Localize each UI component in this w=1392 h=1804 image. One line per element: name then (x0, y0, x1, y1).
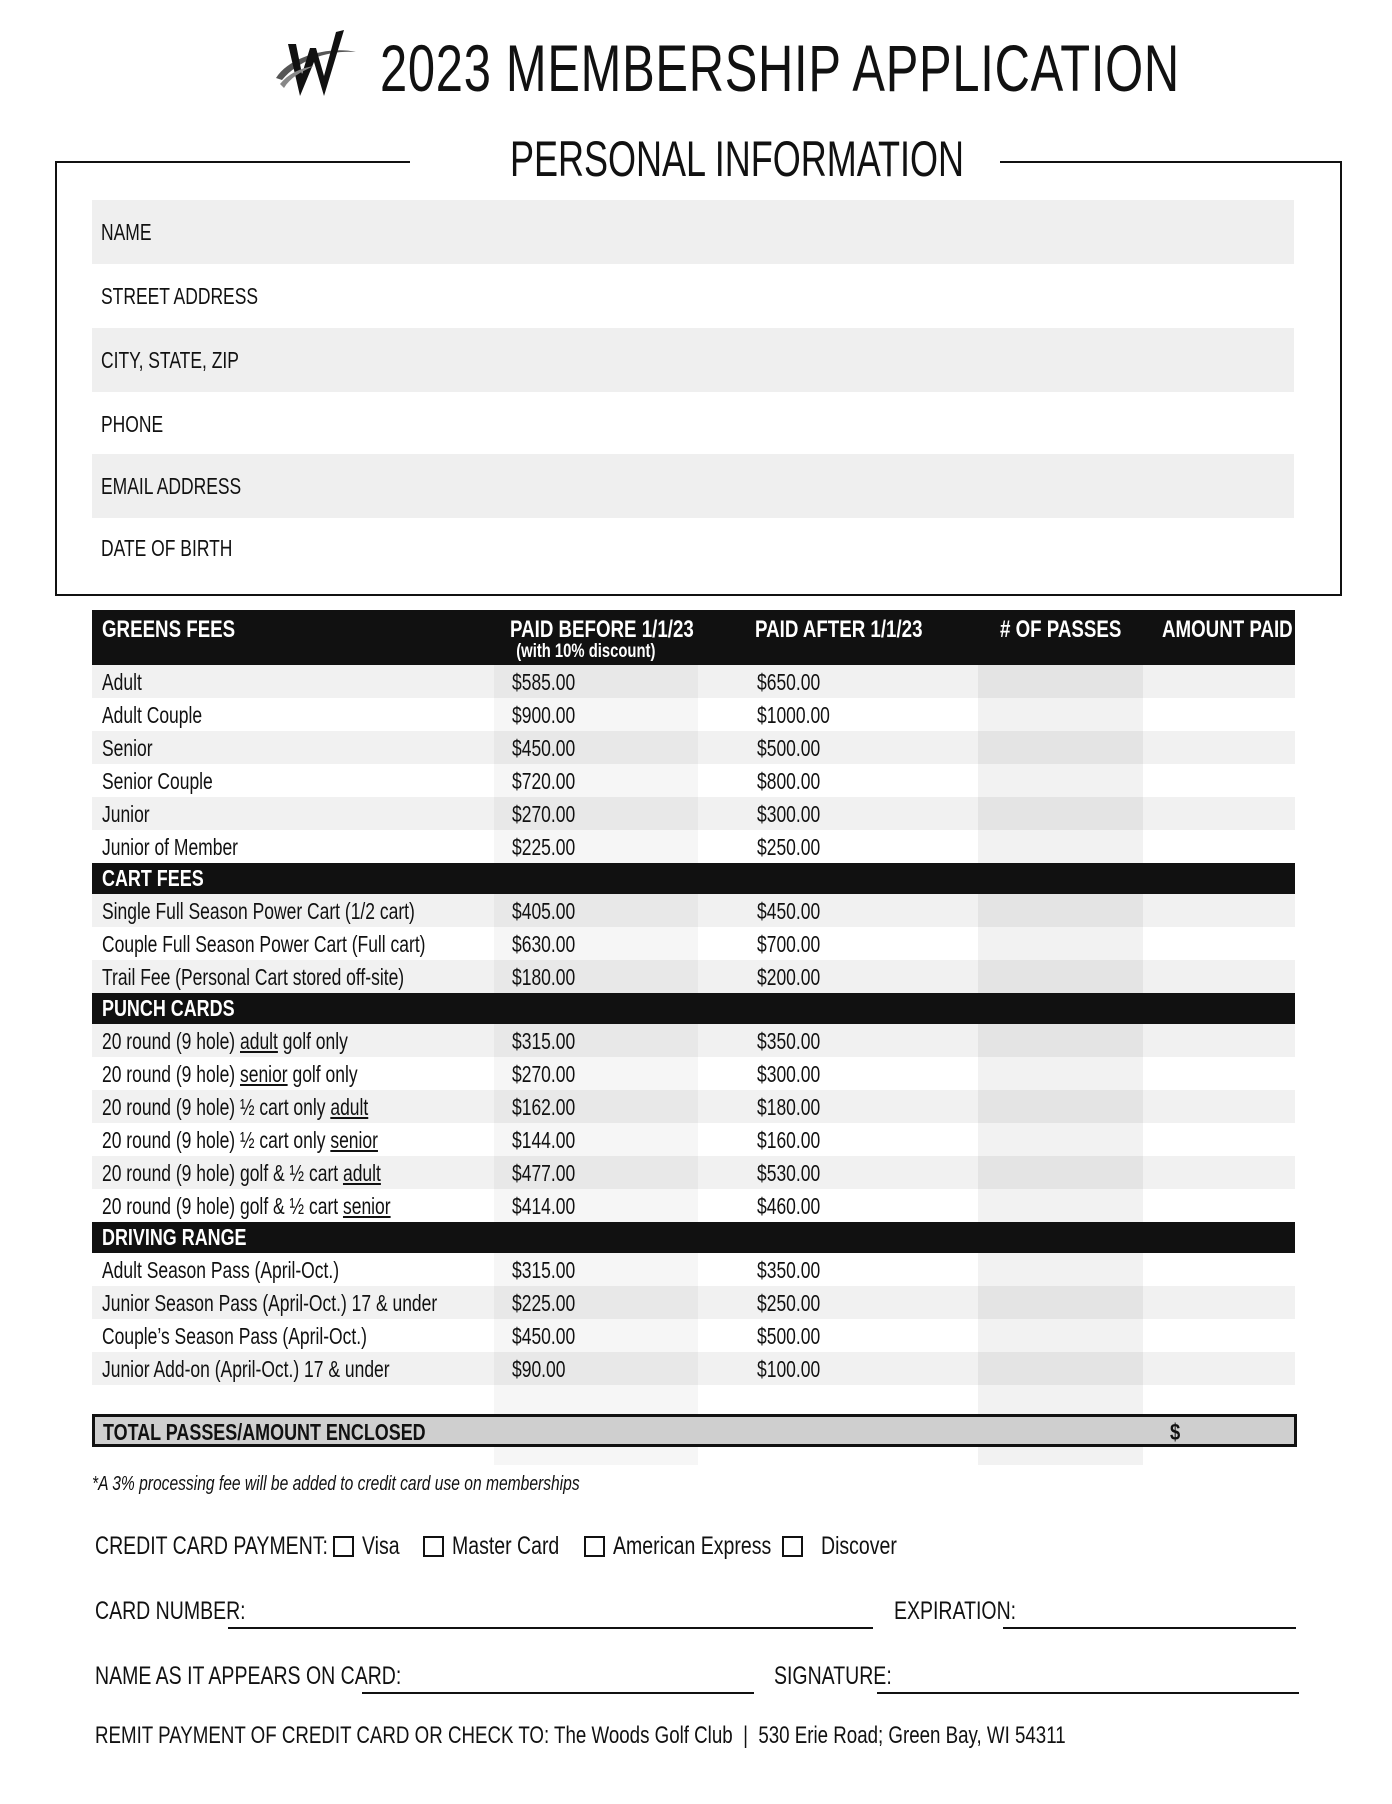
row-label: Senior (102, 735, 153, 761)
price-before: $225.00 (512, 834, 576, 860)
table-row[interactable] (92, 927, 1295, 960)
row-label: 20 round (9 hole) ½ cart only senior (102, 1127, 378, 1153)
total-bar[interactable] (92, 1414, 1297, 1447)
table-row[interactable] (92, 960, 1295, 993)
signature-line[interactable] (877, 1692, 1299, 1694)
master-card-option[interactable] (423, 1532, 590, 1561)
table-header (92, 610, 1295, 665)
paid-before-header (510, 616, 694, 663)
row-label: Trail Fee (Personal Cart stored off-site) (102, 964, 405, 990)
table-row[interactable] (92, 698, 1295, 731)
row-label: 20 round (9 hole) senior golf only (102, 1061, 358, 1087)
price-before: $414.00 (512, 1193, 576, 1219)
row-label: Adult Couple (102, 702, 203, 728)
discount-note: (with 10% discount) (516, 641, 656, 662)
table-row[interactable] (92, 797, 1295, 830)
price-after: $300.00 (757, 1061, 821, 1087)
paid-before-header-text: PAID BEFORE 1/1/23 (510, 616, 694, 643)
row-label: Junior (102, 801, 150, 827)
price-before: $585.00 (512, 669, 576, 695)
total-currency: $ (1170, 1419, 1181, 1445)
master-card-checkbox[interactable] (423, 1536, 444, 1557)
price-after: $100.00 (757, 1356, 821, 1382)
table-row[interactable] (92, 1156, 1295, 1189)
table-row[interactable] (92, 894, 1295, 927)
price-after: $700.00 (757, 931, 821, 957)
discover-checkbox[interactable] (782, 1536, 803, 1557)
woods-logo-icon (270, 26, 360, 102)
table-row[interactable] (92, 665, 1295, 698)
passes-header: # OF PASSES (1000, 616, 1122, 643)
row-label: 20 round (9 hole) golf & ½ cart senior (102, 1193, 391, 1219)
price-before: $405.00 (512, 898, 576, 924)
price-before: $720.00 (512, 768, 576, 794)
table-row[interactable] (92, 764, 1295, 797)
price-before: $144.00 (512, 1127, 576, 1153)
price-before: $270.00 (512, 1061, 576, 1087)
discover-label: Discover (821, 1532, 897, 1560)
price-before: $315.00 (512, 1257, 576, 1283)
price-before: $477.00 (512, 1160, 576, 1186)
row-label: Junior Add-on (April-Oct.) 17 & under (102, 1356, 390, 1382)
expiration-label: EXPIRATION: (894, 1597, 1017, 1625)
street-address-field[interactable] (92, 264, 1294, 328)
table-row[interactable] (92, 1057, 1295, 1090)
phone-label: PHONE (101, 410, 164, 437)
price-before: $630.00 (512, 931, 576, 957)
fees-table (92, 610, 1295, 1415)
table-row[interactable] (92, 1253, 1295, 1286)
row-label: Junior of Member (102, 834, 239, 860)
price-after: $180.00 (757, 1094, 821, 1120)
header (0, 24, 1392, 114)
email-field[interactable] (92, 454, 1294, 518)
price-before: $225.00 (512, 1290, 576, 1316)
punch-cards-title: PUNCH CARDS (102, 995, 235, 1021)
master-card-label: Master Card (452, 1532, 560, 1560)
row-label: Couple’s Season Pass (April-Oct.) (102, 1323, 367, 1349)
name-on-card-line[interactable] (362, 1692, 754, 1694)
credit-card-payment-label: CREDIT CARD PAYMENT: (95, 1532, 328, 1560)
table-row[interactable] (92, 830, 1295, 863)
table-row[interactable] (92, 1090, 1295, 1123)
punch-cards-section (92, 993, 1295, 1024)
driving-range-title: DRIVING RANGE (102, 1224, 247, 1250)
city-state-zip-field[interactable] (92, 328, 1294, 392)
street-address-label: STREET ADDRESS (101, 282, 259, 309)
paid-after-header: PAID AFTER 1/1/23 (755, 616, 923, 643)
row-label: Single Full Season Power Cart (1/2 cart) (102, 898, 415, 924)
table-row[interactable] (92, 731, 1295, 764)
table-row[interactable] (92, 1286, 1295, 1319)
price-before: $180.00 (512, 964, 576, 990)
row-label: Junior Season Pass (April-Oct.) 17 & under (102, 1290, 438, 1316)
discover-option[interactable] (782, 1532, 918, 1561)
table-row[interactable] (92, 1319, 1295, 1352)
price-after: $250.00 (757, 1290, 821, 1316)
price-before: $900.00 (512, 702, 576, 728)
price-after: $350.00 (757, 1257, 821, 1283)
row-label: Couple Full Season Power Cart (Full cart) (102, 931, 426, 957)
expiration-line[interactable] (1003, 1627, 1296, 1629)
city-state-zip-label: CITY, STATE, ZIP (101, 346, 239, 373)
card-number-label: CARD NUMBER: (95, 1597, 246, 1625)
table-row[interactable] (92, 1189, 1295, 1222)
card-number-line[interactable] (228, 1627, 873, 1629)
remit-payment-text: REMIT PAYMENT OF CREDIT CARD OR CHECK TO: The Woods Golf Club | 530 Erie Road; Green Bay, WI 54311 (95, 1722, 1066, 1749)
processing-fee-note: *A 3% processing fee will be added to credit card use on memberships (92, 1473, 580, 1495)
visa-label: Visa (362, 1532, 400, 1560)
price-after: $500.00 (757, 1323, 821, 1349)
price-before: $315.00 (512, 1028, 576, 1054)
visa-option[interactable] (333, 1532, 410, 1561)
row-label: Senior Couple (102, 768, 213, 794)
price-before: $90.00 (512, 1356, 566, 1382)
american-express-label: American Express (613, 1532, 772, 1560)
price-before: $450.00 (512, 735, 576, 761)
name-field[interactable] (92, 200, 1294, 264)
amount-paid-header: AMOUNT PAID (1162, 616, 1293, 643)
greens-fees-header: GREENS FEES (102, 616, 236, 643)
price-after: $530.00 (757, 1160, 821, 1186)
american-express-checkbox[interactable] (584, 1536, 605, 1557)
price-after: $460.00 (757, 1193, 821, 1219)
row-label: 20 round (9 hole) adult golf only (102, 1028, 348, 1054)
row-label: 20 round (9 hole) ½ cart only adult (102, 1094, 369, 1120)
cart-fees-title: CART FEES (102, 865, 204, 891)
visa-checkbox[interactable] (333, 1536, 354, 1557)
table-row[interactable] (92, 1352, 1295, 1385)
price-before: $162.00 (512, 1094, 576, 1120)
price-after: $650.00 (757, 669, 821, 695)
row-label: Adult Season Pass (April-Oct.) (102, 1257, 340, 1283)
phone-field[interactable] (92, 392, 1294, 456)
price-after: $350.00 (757, 1028, 821, 1054)
price-after: $160.00 (757, 1127, 821, 1153)
price-before: $270.00 (512, 801, 576, 827)
price-after: $800.00 (757, 768, 821, 794)
signature-label: SIGNATURE: (774, 1662, 892, 1690)
price-after: $200.00 (757, 964, 821, 990)
cart-fees-section (92, 863, 1295, 894)
date-of-birth-label: DATE OF BIRTH (101, 534, 233, 561)
total-label: TOTAL PASSES/AMOUNT ENCLOSED (103, 1419, 426, 1445)
driving-range-section (92, 1222, 1295, 1253)
table-row[interactable] (92, 1024, 1295, 1057)
blank-row (92, 1385, 1295, 1415)
price-after: $250.00 (757, 834, 821, 860)
price-after: $1000.00 (757, 702, 830, 728)
price-after: $500.00 (757, 735, 821, 761)
date-of-birth-field[interactable] (92, 516, 1294, 580)
name-label: NAME (101, 218, 152, 245)
personal-info-title: PERSONAL INFORMATION (510, 131, 965, 187)
row-label: Adult (102, 669, 142, 695)
row-label: 20 round (9 hole) golf & ½ cart adult (102, 1160, 381, 1186)
table-row[interactable] (92, 1123, 1295, 1156)
email-label: EMAIL ADDRESS (101, 472, 242, 499)
name-on-card-label: NAME AS IT APPEARS ON CARD: (95, 1662, 402, 1690)
price-before: $450.00 (512, 1323, 576, 1349)
price-after: $300.00 (757, 801, 821, 827)
page-title: 2023 MEMBERSHIP APPLICATION (380, 31, 1180, 105)
price-after: $450.00 (757, 898, 821, 924)
